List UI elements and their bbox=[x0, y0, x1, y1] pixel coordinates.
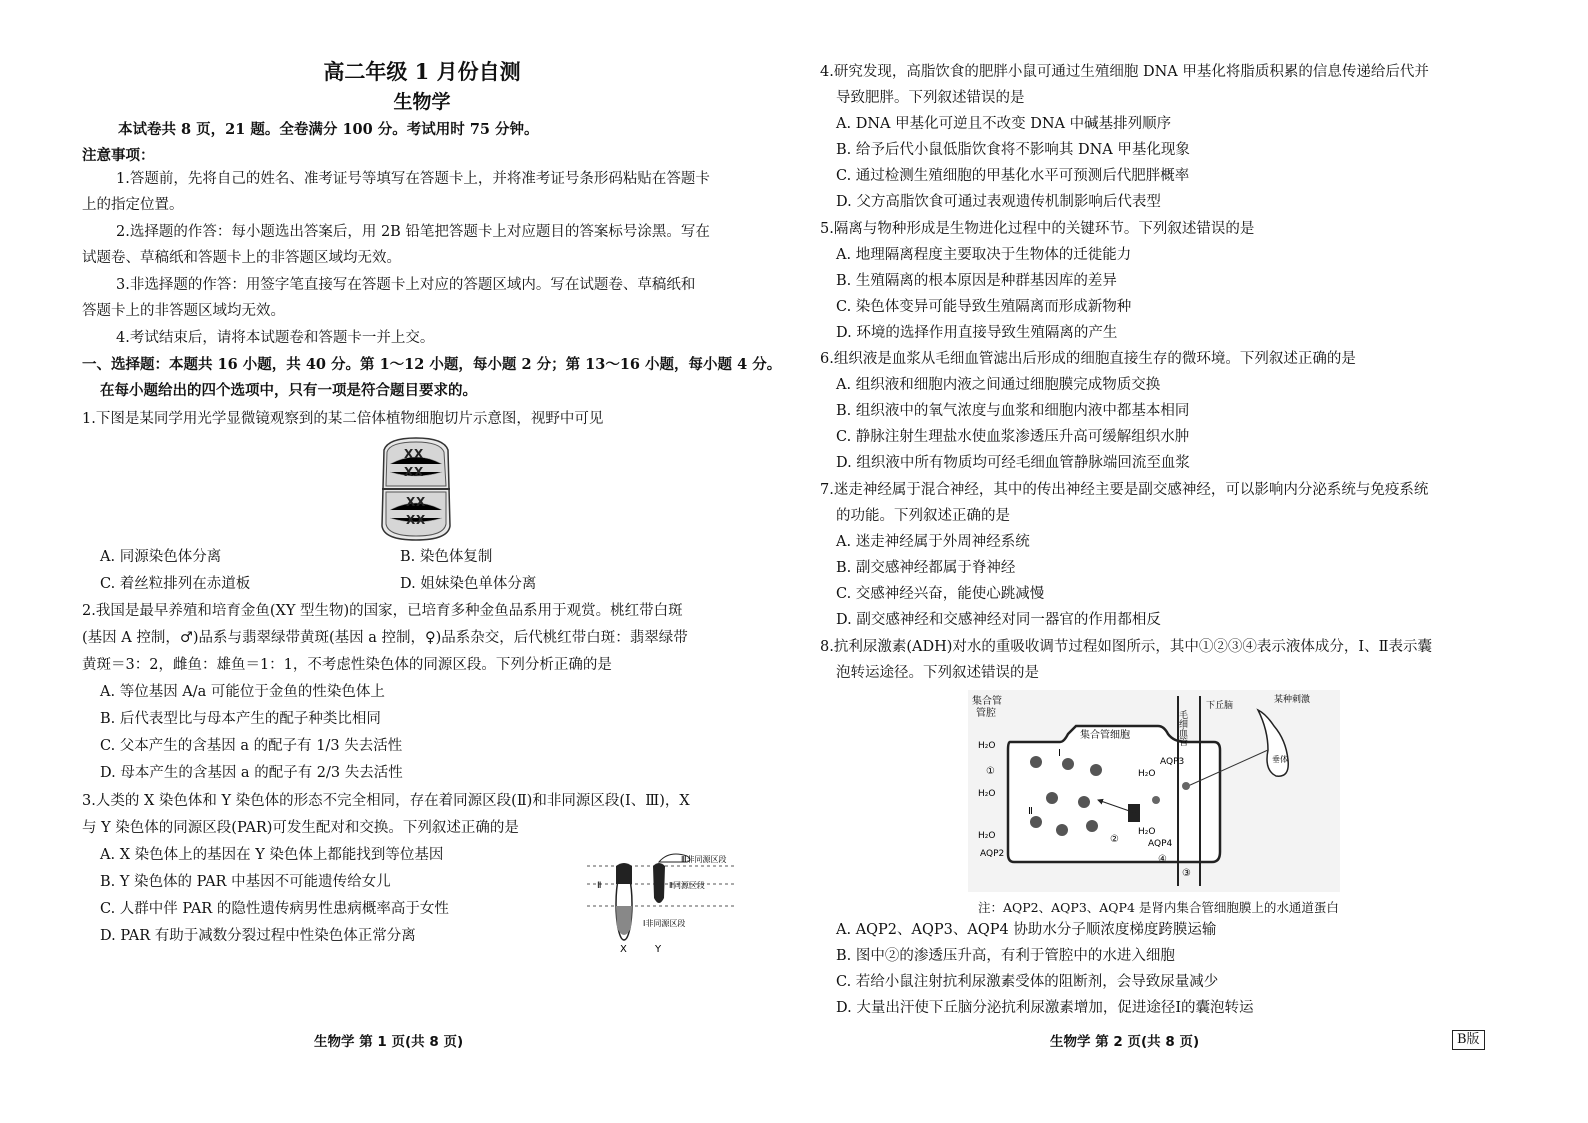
q8-stimulus-label: 某种刺激 bbox=[1274, 695, 1311, 705]
section-heading: 一、选择题：本题共 16 小题，共 40 分。第 1～12 小题，每小题 2 分；第 13～16 小题，每小题 4 分。 bbox=[82, 356, 782, 373]
q3-stem: 3.人类的 X 染色体和 Y 染色体的形态不完全相同，存在着同源区段(Ⅱ)和非同源区段(Ⅰ、Ⅲ)，X bbox=[82, 793, 690, 809]
svg-text:X: X bbox=[406, 513, 416, 527]
q2-stem: (基因 A 控制，♂)品系与翡翠绿带黄斑(基因 a 控制，♀)品系杂交，后代桃红带白斑：翡翠绿带 bbox=[82, 630, 688, 646]
notice-line: 2.选择题的作答：每小题选出答案后，用 2B 铅笔把答题卡上对应题目的答案标号涂黑。写在 bbox=[116, 224, 710, 240]
svg-text:X: X bbox=[416, 495, 426, 509]
q2-stem: 黄斑＝3：2，雌鱼：雄鱼＝1：1，不考虑性染色体的同源区段。下列分析正确的是 bbox=[82, 657, 612, 673]
q4-option-c[interactable]: C. 通过检测生殖细胞的甲基化水平可预测后代肥胖概率 bbox=[836, 168, 1190, 184]
q5-option-b[interactable]: B. 生殖隔离的根本原因是种群基因库的差异 bbox=[836, 273, 1117, 289]
q1-option-a[interactable]: A. 同源染色体分离 bbox=[100, 549, 222, 565]
notice-line: 3.非选择题的作答：用签字笔直接写在答题卡上对应的答题区域内。写在试题卷、草稿纸和 bbox=[116, 277, 696, 293]
q8-h2o-label: H₂O bbox=[1138, 769, 1156, 779]
q4-option-d[interactable]: D. 父方高脂饮食可通过表观遗传机制影响后代表型 bbox=[836, 194, 1161, 210]
q1-option-c[interactable]: C. 着丝粒排列在赤道板 bbox=[100, 576, 251, 592]
notice-line: 1.答题前，先将自己的姓名、准考证号等填写在答题卡上，并将准考证号条形码粘贴在答题卡 bbox=[116, 171, 710, 187]
q3-option-d[interactable]: D. PAR 有助于减数分裂过程中性染色体正常分离 bbox=[100, 928, 416, 944]
q7-option-a[interactable]: A. 迷走神经属于外周神经系统 bbox=[836, 534, 1030, 550]
q5-stem: 5.隔离与物种形成是生物进化过程中的关键环节。下列叙述错误的是 bbox=[820, 221, 1255, 237]
q6-option-c[interactable]: C. 静脉注射生理盐水使血浆渗透压升高可缓解组织水肿 bbox=[836, 429, 1190, 445]
q8-aqp3-label: AQP3 bbox=[1160, 757, 1185, 767]
q6-option-a[interactable]: A. 组织液和细胞内液之间通过细胞膜完成物质交换 bbox=[836, 377, 1161, 393]
q8-option-d[interactable]: D. 大量出汗使下丘脑分泌抗利尿激素增加，促进途径Ⅰ的囊泡转运 bbox=[836, 1000, 1254, 1016]
q1-option-b[interactable]: B. 染色体复制 bbox=[400, 549, 493, 565]
q2-option-b[interactable]: B. 后代表型比与母本产生的配子种类比相同 bbox=[100, 711, 381, 727]
q8-circle1-label: ① bbox=[986, 766, 995, 777]
q1-stem: 1.下图是某同学用光学显微镜观察到的某二倍体植物细胞切片示意图，视野中可见 bbox=[82, 411, 604, 427]
q8-stem: 泡转运途径。下列叙述错误的是 bbox=[836, 665, 1039, 681]
q6-option-d[interactable]: D. 组织液中所有物质均可经毛细血管静脉端回流至血浆 bbox=[836, 455, 1190, 471]
q7-stem: 的功能。下列叙述正确的是 bbox=[836, 508, 1010, 524]
q7-option-b[interactable]: B. 副交感神经都属于脊神经 bbox=[836, 560, 1016, 576]
svg-text:X: X bbox=[406, 495, 416, 509]
q8-h2o-label: H₂O bbox=[978, 741, 996, 751]
exam-intro: 本试卷共 8 页，21 题。全卷满分 100 分。考试用时 75 分钟。 bbox=[118, 121, 539, 138]
section-heading-cont: 在每小题给出的四个选项中，只有一项是符合题目要求的。 bbox=[100, 382, 477, 399]
notice-line: 答题卡上的非答题区域均无效。 bbox=[82, 303, 285, 319]
q8-h2o-label: H₂O bbox=[978, 789, 996, 799]
q8-hypothalamus-label: 下丘脑 bbox=[1206, 701, 1234, 711]
exam-title: 高二年级 1 月份自测 bbox=[323, 59, 521, 84]
notice-line: 上的指定位置。 bbox=[82, 197, 184, 213]
q2-option-d[interactable]: D. 母本产生的含基因 a 的配子有 2/3 失去活性 bbox=[100, 765, 403, 781]
q3-xy-figure bbox=[587, 848, 747, 960]
q8-h2o-label: H₂O bbox=[978, 831, 996, 841]
notice-line: 试题卷、草稿纸和答题卡上的非答题区域均无效。 bbox=[82, 250, 401, 266]
q8-option-b[interactable]: B. 图中②的渗透压升高，有利于管腔中的水进入细胞 bbox=[836, 948, 1175, 964]
q8-option-a[interactable]: A. AQP2、AQP3、AQP4 协助水分子顺浓度梯度跨膜运输 bbox=[836, 922, 1217, 938]
q1-cell-figure bbox=[378, 436, 454, 542]
q3-option-b[interactable]: B. Y 染色体的 PAR 中基因不可能遗传给女儿 bbox=[100, 874, 391, 890]
exam-subject: 生物学 bbox=[393, 91, 451, 113]
q5-option-a[interactable]: A. 地理隔离程度主要取决于生物体的迁徙能力 bbox=[836, 247, 1132, 263]
q8-cell-label: 集合管细胞 bbox=[1080, 730, 1130, 741]
page-footer-left: 生物学 第 1 页(共 8 页) bbox=[314, 1034, 464, 1050]
notice-line: 4.考试结束后，请将本试题卷和答题卡一并上交。 bbox=[116, 330, 435, 346]
q2-option-a[interactable]: A. 等位基因 A/a 可能位于金鱼的性染色体上 bbox=[100, 684, 385, 700]
svg-text:X: X bbox=[404, 447, 414, 461]
q3-ii-label: Ⅱ bbox=[597, 881, 602, 891]
q8-stem: 8.抗利尿激素(ADH)对水的重吸收调节过程如图所示，其中①②③④表示液体成分，Ⅰ、Ⅱ表示囊 bbox=[820, 639, 1432, 655]
q8-duct-label: 集合管 bbox=[972, 696, 1002, 707]
page-footer-right: 生物学 第 2 页(共 8 页) bbox=[1050, 1034, 1200, 1050]
q3-stem: 与 Y 染色体的同源区段(PAR)可发生配对和交换。下列叙述正确的是 bbox=[82, 820, 519, 836]
q5-option-d[interactable]: D. 环境的选择作用直接导致生殖隔离的产生 bbox=[836, 325, 1118, 341]
q3-seg3-label: Ⅲ非同源区段 bbox=[681, 855, 727, 864]
q8-lumen-label: 管腔 bbox=[976, 708, 996, 719]
q8-route-i-label: Ⅰ bbox=[1058, 748, 1061, 759]
q3-option-c[interactable]: C. 人群中伴 PAR 的隐性遗传病男性患病概率高于女性 bbox=[100, 901, 449, 917]
q8-capillary-label: 毛细血管 bbox=[1177, 710, 1187, 746]
q7-stem: 7.迷走神经属于混合神经，其中的传出神经主要是副交感神经，可以影响内分泌系统与免疫系统 bbox=[820, 482, 1429, 498]
q8-aqp4-label: AQP4 bbox=[1148, 839, 1173, 849]
q3-option-a[interactable]: A. X 染色体上的基因在 Y 染色体上都能找到等位基因 bbox=[100, 847, 444, 863]
y-chromosome bbox=[653, 863, 665, 903]
q8-route-ii-label: Ⅱ bbox=[1028, 806, 1033, 817]
q2-stem: 2.我国是最早养殖和培育金鱼(XY 型生物)的国家，已培育多种金鱼品系用于观赏。桃红带白斑 bbox=[82, 603, 683, 619]
q3-seg2-label: Ⅱ同源区段 bbox=[669, 881, 705, 890]
svg-text:X: X bbox=[414, 447, 424, 461]
q8-aqp2-label: AQP2 bbox=[980, 849, 1005, 859]
q8-h2o-label: H₂O bbox=[1138, 827, 1156, 837]
q8-figure-note: 注：AQP2、AQP3、AQP4 是肾内集合管细胞膜上的水通道蛋白 bbox=[978, 900, 1339, 915]
q3-seg1-label: Ⅰ非同源区段 bbox=[643, 919, 686, 928]
q8-circle4-label: ④ bbox=[1158, 854, 1167, 865]
q4-stem: 4.研究发现，高脂饮食的肥胖小鼠可通过生殖细胞 DNA 甲基化将脂质积累的信息传递给后代并 bbox=[820, 64, 1429, 80]
q7-option-d[interactable]: D. 副交感神经和交感神经对同一器官的作用都相反 bbox=[836, 612, 1161, 628]
q3-y-label: Y bbox=[655, 944, 662, 955]
svg-text:X: X bbox=[404, 465, 414, 479]
q1-option-d[interactable]: D. 姐妹染色单体分离 bbox=[400, 576, 537, 592]
q8-pituitary-label: 垂体 bbox=[1272, 755, 1288, 764]
q3-x-label: X bbox=[620, 944, 627, 955]
q2-option-c[interactable]: C. 父本产生的含基因 a 的配子有 1/3 失去活性 bbox=[100, 738, 403, 754]
q6-option-b[interactable]: B. 组织液中的氧气浓度与血浆和细胞内液中都基本相同 bbox=[836, 403, 1190, 419]
q6-stem: 6.组织液是血浆从毛细血管滤出后形成的细胞直接生存的微环境。下列叙述正确的是 bbox=[820, 351, 1356, 367]
q8-option-c[interactable]: C. 若给小鼠注射抗利尿激素受体的阻断剂，会导致尿量减少 bbox=[836, 974, 1219, 990]
notice-heading: 注意事项： bbox=[82, 147, 155, 164]
q8-circle2-label: ② bbox=[1110, 834, 1119, 845]
svg-text:X: X bbox=[416, 513, 426, 527]
q4-option-b[interactable]: B. 给予后代小鼠低脂饮食将不影响其 DNA 甲基化现象 bbox=[836, 142, 1190, 158]
q8-adh-figure bbox=[968, 690, 1340, 892]
svg-text:X: X bbox=[414, 465, 424, 479]
q4-option-a[interactable]: A. DNA 甲基化可逆且不改变 DNA 中碱基排列顺序 bbox=[836, 116, 1172, 132]
q5-option-c[interactable]: C. 染色体变异可能导致生殖隔离而形成新物种 bbox=[836, 299, 1132, 315]
q8-circle3-label: ③ bbox=[1182, 868, 1191, 879]
version-badge: B版 bbox=[1452, 1030, 1485, 1050]
q7-option-c[interactable]: C. 交感神经兴奋，能使心跳减慢 bbox=[836, 586, 1045, 602]
q4-stem: 导致肥胖。下列叙述错误的是 bbox=[836, 90, 1025, 106]
